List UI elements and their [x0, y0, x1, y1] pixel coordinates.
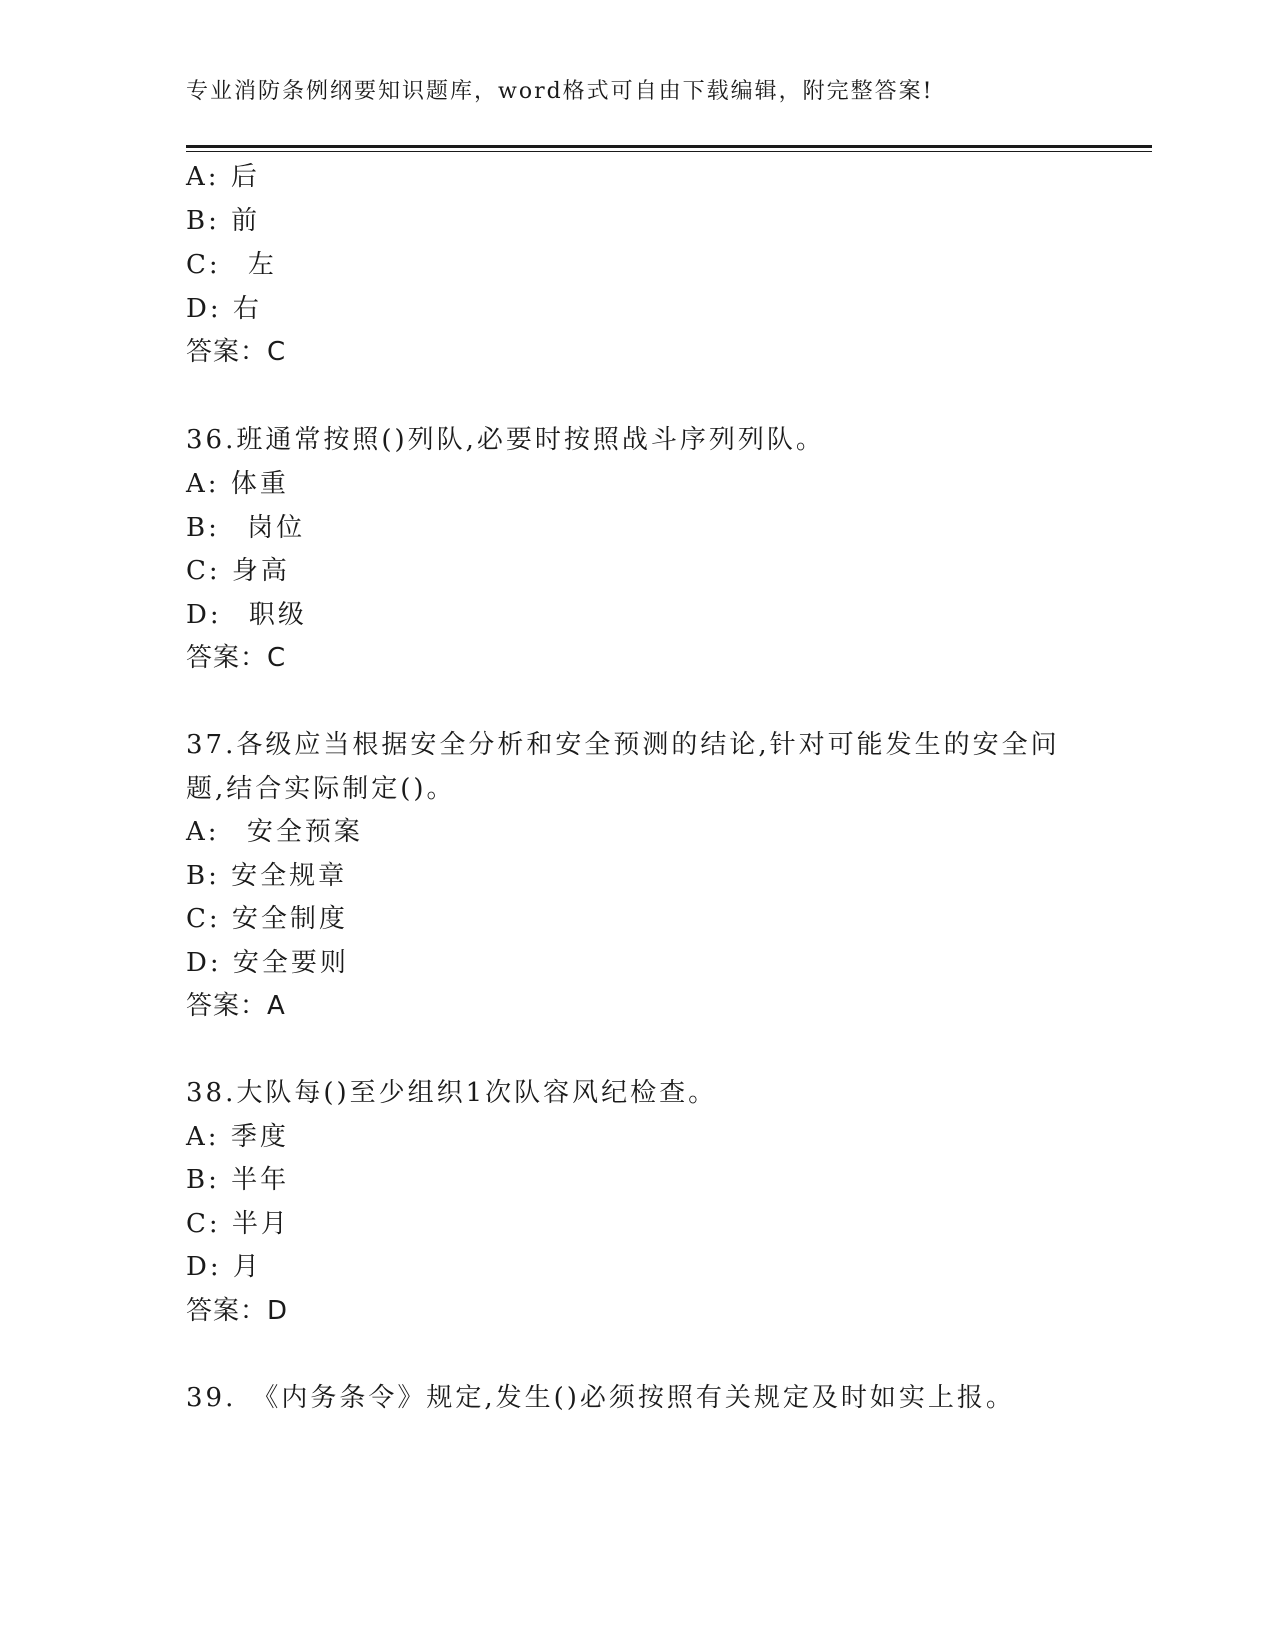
option-text: 右: [232, 294, 262, 324]
option-key: A:: [186, 817, 220, 847]
q35-option-b: [186, 204, 260, 238]
option-key: B:: [186, 1165, 220, 1195]
option-text: 前: [231, 206, 261, 236]
option-text: 安全预案: [246, 817, 363, 847]
q36-option-b: [186, 511, 305, 545]
option-text: 安全规章: [231, 861, 348, 891]
q35-answer: 答案：C: [186, 337, 287, 367]
option-key: D:: [186, 1252, 222, 1282]
q37-option-c: [186, 902, 348, 936]
header-rule-thin: [186, 151, 1152, 152]
option-key: D:: [186, 294, 222, 324]
header-rule-thick: [186, 145, 1152, 148]
q36-stem: 36.班通常按照()列队,必要时按照战斗序列列队。: [186, 425, 825, 455]
option-key: B:: [186, 206, 220, 236]
q37-stem-line1: 37.各级应当根据安全分析和安全预测的结论,针对可能发生的安全问: [186, 730, 1060, 760]
q39-stem: 39. 《内务条令》规定,发生()必须按照有关规定及时如实上报。: [186, 1383, 1015, 1413]
q36-option-a: [186, 467, 289, 501]
page-header: 专业消防条例纲要知识题库，word格式可自由下载编辑，附完整答案!: [186, 79, 934, 104]
option-key: B:: [186, 513, 220, 543]
q38-option-d: [186, 1250, 262, 1284]
q35-option-c: [186, 248, 277, 282]
option-key: C:: [186, 1209, 221, 1239]
option-text: 职级: [248, 600, 307, 630]
option-text: 安全制度: [231, 904, 348, 934]
option-text: 半月: [231, 1209, 290, 1239]
option-key: B:: [186, 861, 220, 891]
q35-option-a: [186, 160, 260, 194]
q37-stem-line2: 题,结合实际制定()。: [186, 774, 456, 804]
option-key: C:: [186, 556, 221, 586]
option-text: 后: [230, 162, 260, 192]
q37-option-d: [186, 946, 349, 980]
option-text: 半年: [231, 1165, 290, 1195]
option-text: 安全要则: [232, 948, 349, 978]
q38-answer: 答案：D: [186, 1296, 289, 1326]
q36-option-d: [186, 598, 307, 632]
q36-option-c: [186, 554, 290, 588]
option-text: 体重: [230, 469, 289, 499]
option-key: D:: [186, 600, 222, 630]
q35-option-d: [186, 292, 262, 326]
q37-option-b: [186, 859, 347, 893]
option-key: C:: [186, 250, 221, 280]
q36-answer: 答案：C: [186, 643, 287, 673]
q37-answer: 答案：A: [186, 991, 286, 1021]
option-text: 月: [232, 1252, 262, 1282]
option-text: 岗位: [247, 513, 306, 543]
option-key: A:: [186, 469, 220, 499]
option-key: C:: [186, 904, 221, 934]
option-text: 左: [247, 250, 277, 280]
q38-option-a: [186, 1120, 289, 1154]
option-key: A:: [186, 1122, 220, 1152]
q38-option-b: [186, 1163, 289, 1197]
q37-option-a: [186, 815, 363, 849]
q38-option-c: [186, 1207, 290, 1241]
option-text: 季度: [230, 1122, 289, 1152]
option-text: 身高: [231, 556, 290, 586]
option-key: D:: [186, 948, 222, 978]
option-key: A:: [186, 162, 220, 192]
q38-stem: 38.大队每()至少组织1次队容风纪检查。: [186, 1078, 718, 1108]
